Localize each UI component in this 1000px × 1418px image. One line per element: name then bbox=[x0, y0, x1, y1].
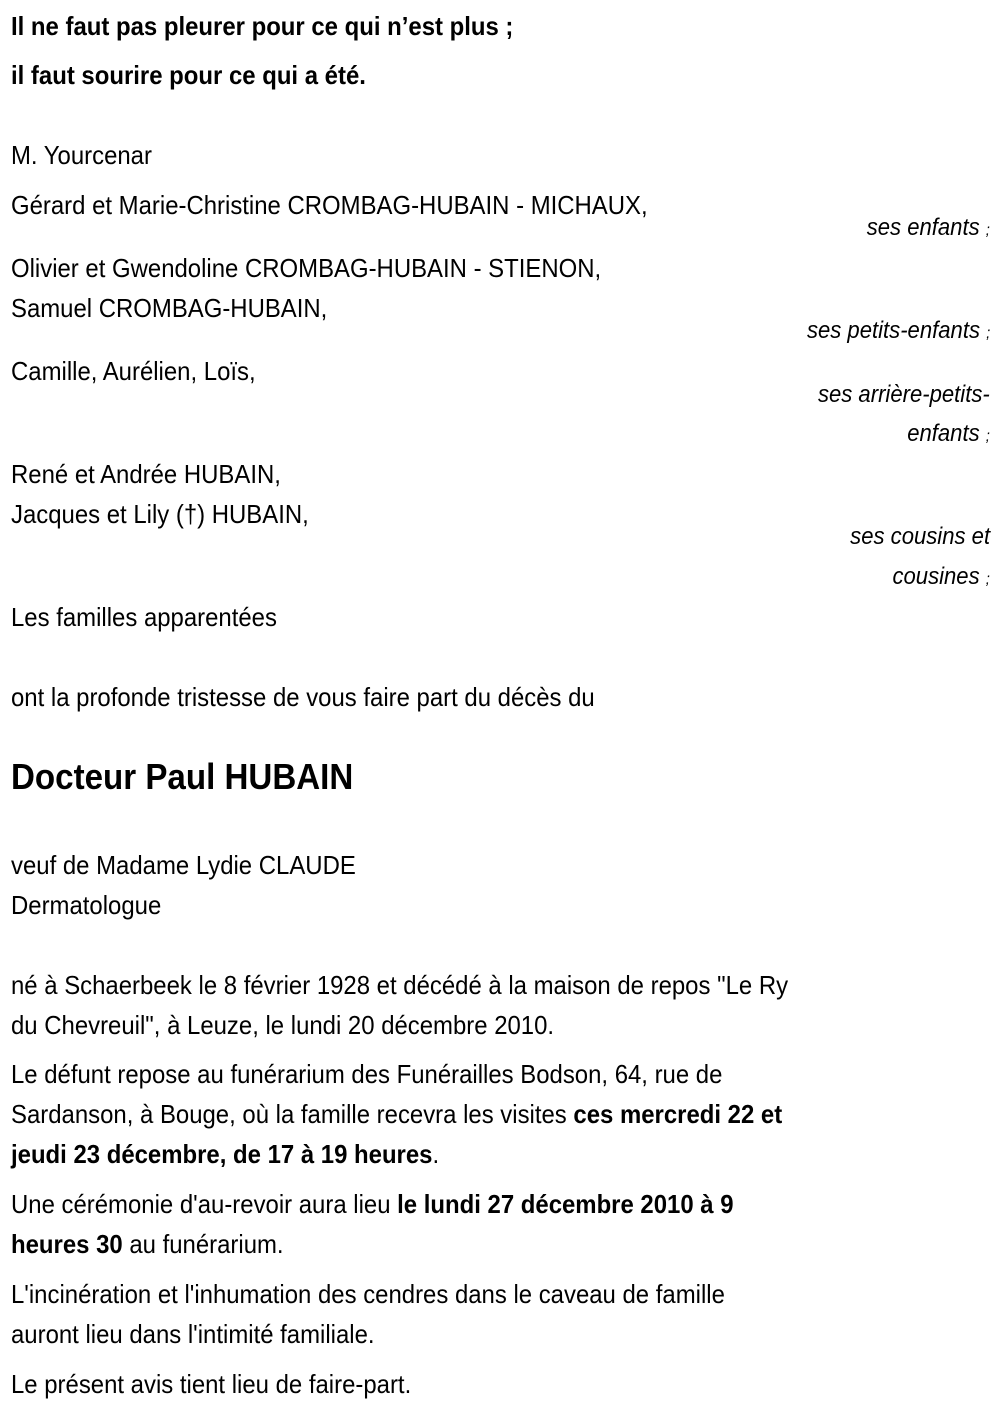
cousins-role-line-1: ses cousins et bbox=[850, 523, 990, 550]
role-text: cousines bbox=[892, 563, 980, 590]
visitation-punct: . bbox=[432, 1139, 440, 1169]
grandchildren-role bbox=[807, 311, 990, 354]
great-grandchildren-names: Camille, Aurélien, Loïs, bbox=[11, 356, 256, 386]
ceremony-time: heures 30 bbox=[11, 1229, 123, 1259]
cremation-line-2: auront lieu dans l'intimité familiale. bbox=[11, 1319, 375, 1349]
ceremony-text: Une cérémonie d'au-revoir aura lieu bbox=[11, 1189, 398, 1219]
visitation-text: Sardanson, à Bouge, où la famille recevra les visites bbox=[11, 1099, 574, 1129]
deceased-name: Docteur Paul HUBAIN bbox=[11, 756, 354, 797]
visitation-line-2 bbox=[11, 1094, 782, 1134]
ceremony-line-1 bbox=[11, 1184, 734, 1224]
great-grandchildren-role-line-2 bbox=[907, 414, 990, 457]
role-text: ses enfants bbox=[866, 214, 980, 241]
cousins-role-line-2 bbox=[893, 557, 990, 600]
visitation-line-3 bbox=[11, 1134, 439, 1174]
quote-line-1: Il ne faut pas pleurer pour ce qui n’est plus ; bbox=[11, 11, 514, 41]
related-families: Les familles apparentées bbox=[11, 602, 277, 632]
grandchildren-name-1: Olivier et Gwendoline CROMBAG-HUBAIN - STIENON, bbox=[11, 253, 602, 283]
birth-death-line-2: du Chevreuil", à Leuze, le lundi 20 décembre 2010. bbox=[11, 1010, 555, 1040]
announcement: ont la profonde tristesse de vous faire part du décès du bbox=[11, 682, 595, 712]
role-text: enfants bbox=[907, 420, 980, 447]
children-role bbox=[867, 208, 990, 251]
visitation-line-1: Le défunt repose au funérarium des Funérailles Bodson, 64, rue de bbox=[11, 1059, 723, 1089]
ceremony-date: le lundi 27 décembre 2010 à 9 bbox=[397, 1189, 734, 1219]
role-punct: ; bbox=[985, 222, 990, 239]
cousins-name-1: René et Andrée HUBAIN, bbox=[11, 459, 281, 489]
role-punct: ; bbox=[985, 325, 990, 342]
visitation-dates: ces mercredi 22 et bbox=[573, 1099, 783, 1129]
grandchildren-name-2: Samuel CROMBAG-HUBAIN, bbox=[11, 293, 328, 323]
cremation-line-1: L'incinération et l'inhumation des cendres dans le caveau de famille bbox=[11, 1279, 725, 1309]
birth-death-line-1: né à Schaerbeek le 8 février 1928 et décédé à la maison de repos "Le Ry bbox=[11, 970, 789, 1000]
ceremony-line-2 bbox=[11, 1224, 284, 1264]
quote-line-2: il faut sourire pour ce qui a été. bbox=[11, 60, 366, 90]
role-punct: ; bbox=[985, 428, 990, 445]
children-names: Gérard et Marie-Christine CROMBAG-HUBAIN - MICHAUX, bbox=[11, 190, 648, 220]
role-punct: ; bbox=[985, 571, 990, 588]
closing-note: Le présent avis tient lieu de faire-part. bbox=[11, 1369, 412, 1399]
quote-author: M. Yourcenar bbox=[11, 140, 152, 170]
widower-of: veuf de Madame Lydie CLAUDE bbox=[11, 850, 356, 880]
profession: Dermatologue bbox=[11, 890, 162, 920]
role-text: ses petits-enfants bbox=[806, 317, 980, 344]
ceremony-location: au funérarium. bbox=[122, 1229, 284, 1259]
visitation-hours: jeudi 23 décembre, de 17 à 19 heures bbox=[11, 1139, 433, 1169]
great-grandchildren-role-line-1: ses arrière-petits- bbox=[818, 381, 990, 408]
cousins-name-2: Jacques et Lily (†) HUBAIN, bbox=[11, 499, 309, 529]
